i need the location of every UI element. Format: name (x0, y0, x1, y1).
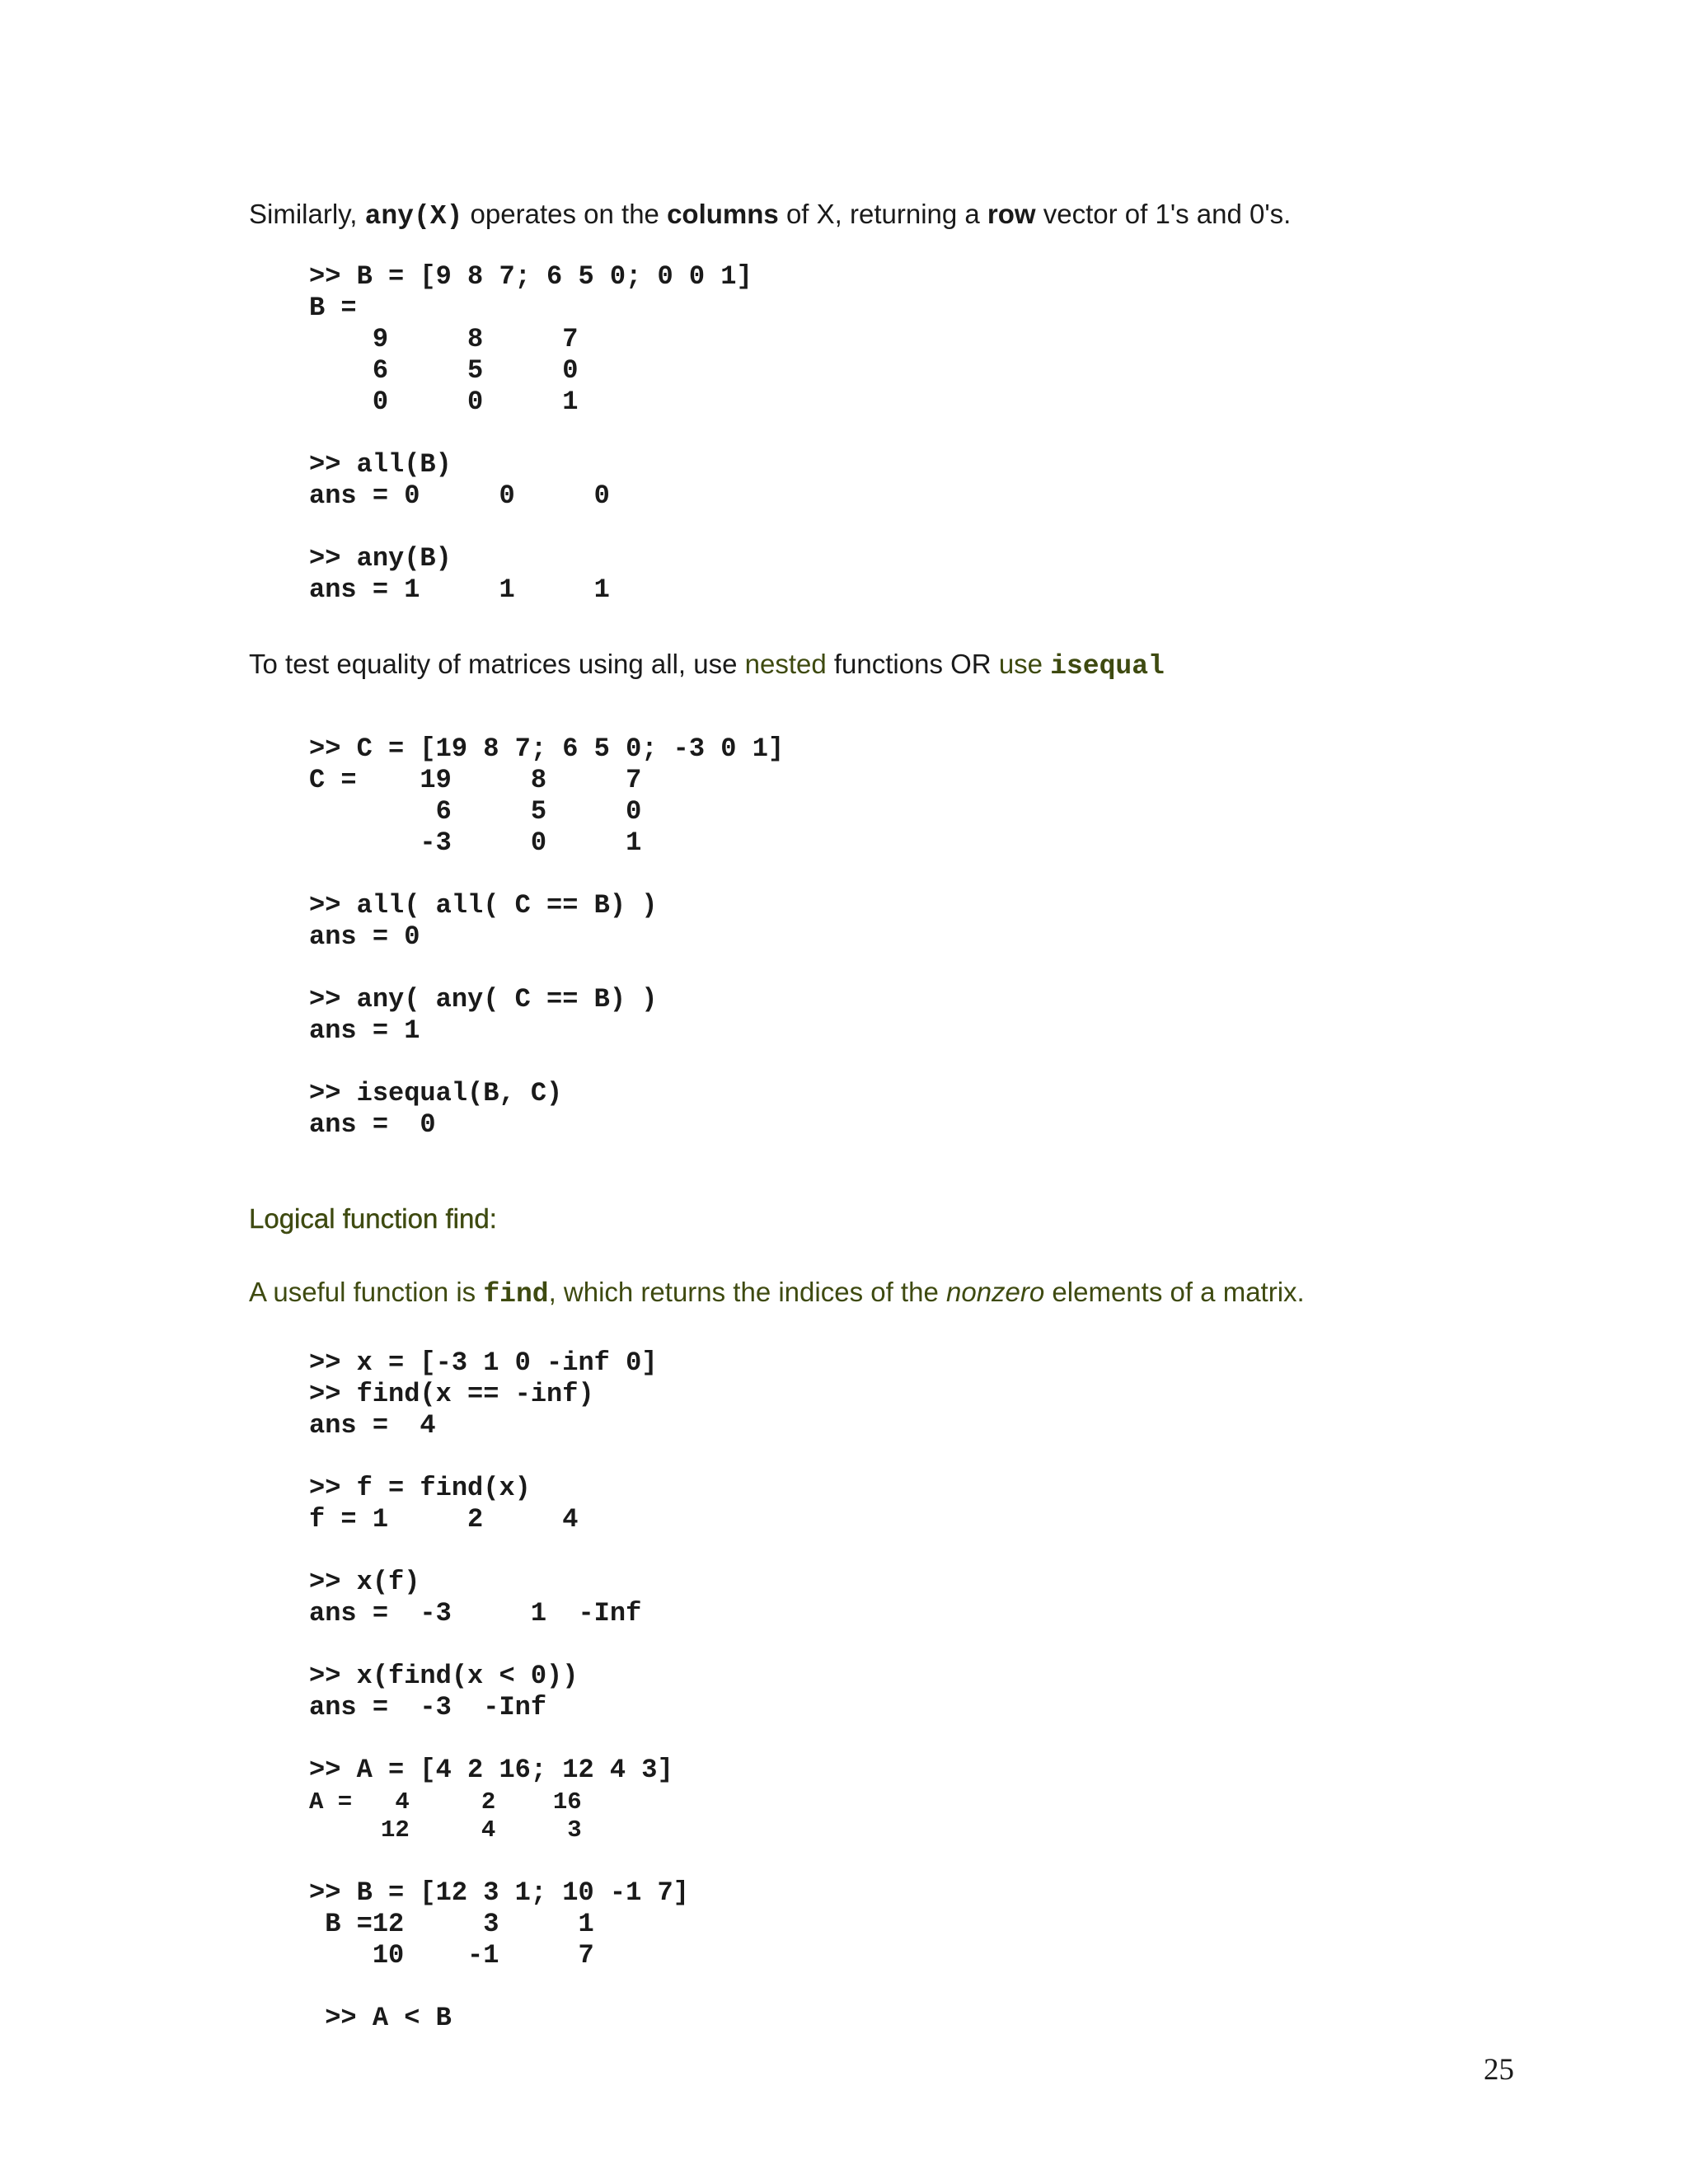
code-line: ans = 0 0 0 (309, 480, 610, 511)
code-block-3 (309, 1347, 673, 1786)
equality-paragraph (249, 648, 1165, 683)
code-line: >> any(B) (309, 543, 452, 574)
code-block-4 (309, 1788, 582, 1844)
code-line (309, 1047, 784, 1078)
code-line: ans = 0 (309, 1109, 436, 1140)
code-line: >> B = [9 8 7; 6 5 0; 0 0 1] (309, 261, 753, 292)
equality-text-1: To test equality of matrices using all, use (249, 649, 745, 679)
code-line (309, 1629, 673, 1661)
code-line (309, 1971, 689, 2003)
code-line: 9 8 7 (309, 324, 579, 354)
code-line: >> x = [-3 1 0 -inf 0] (309, 1347, 658, 1378)
code-line: A = 4 2 16 (309, 1788, 582, 1816)
code-line (309, 418, 753, 449)
code-line: >> A = [4 2 16; 12 4 3] (309, 1755, 673, 1785)
intro-text-1: Similarly, (249, 199, 365, 229)
code-line: 6 5 0 (309, 355, 579, 386)
equality-nested: nested (744, 649, 827, 679)
code-line (309, 1846, 689, 1877)
code-line: ans = 1 (309, 1015, 420, 1046)
code-line: >> find(x == -inf) (309, 1379, 594, 1409)
find-text-2: , which returns the indices of the (548, 1277, 946, 1307)
intro-paragraph (249, 198, 1291, 233)
code-line: >> f = find(x) (309, 1473, 531, 1503)
find-em-nonzero: nonzero (945, 1277, 1045, 1307)
code-line: 10 -1 7 (309, 1940, 594, 1971)
intro-code-any: any(X) (364, 201, 463, 232)
code-line: ans = 0 (309, 921, 420, 952)
intro-bold-row: row (987, 199, 1036, 229)
code-line (309, 1441, 673, 1473)
code-line: B = (309, 293, 357, 323)
code-line: -3 0 1 (309, 827, 642, 858)
intro-text-4: vector of 1's and 0's. (1035, 199, 1292, 229)
section-heading: Logical function find: (249, 1203, 497, 1234)
page-number: 25 (1484, 2053, 1514, 2087)
equality-text-2: functions OR (826, 649, 999, 679)
code-line (309, 1535, 673, 1567)
code-line: 0 0 1 (309, 387, 579, 417)
code-line: f = 1 2 4 (309, 1504, 579, 1535)
code-line: >> all(B) (309, 449, 452, 480)
equality-code-isequal: isequal (1050, 651, 1165, 682)
intro-text-3: of X, returning a (778, 199, 987, 229)
code-line: >> C = [19 8 7; 6 5 0; -3 0 1] (309, 733, 785, 764)
code-line: 6 5 0 (309, 796, 642, 827)
code-line: >> any( any( C == B) ) (309, 984, 658, 1015)
code-line: B =12 3 1 (309, 1909, 594, 1939)
code-line: >> A < B (309, 2003, 452, 2033)
code-line: >> B = [12 3 1; 10 -1 7] (309, 1877, 689, 1908)
code-line: ans = -3 1 -Inf (309, 1598, 642, 1629)
code-line (309, 859, 784, 890)
code-block-5 (309, 1846, 689, 2034)
code-line: ans = 1 1 1 (309, 574, 610, 605)
code-line: ans = -3 -Inf (309, 1692, 547, 1722)
intro-text-2: operates on the (462, 199, 668, 229)
code-line (309, 1723, 673, 1755)
code-line: C = 19 8 7 (309, 765, 642, 795)
find-text-1: A useful function is (249, 1277, 484, 1307)
code-line: ans = 4 (309, 1410, 436, 1441)
find-intro-paragraph (249, 1276, 1305, 1311)
code-line: >> x(f) (309, 1567, 420, 1597)
code-line: >> x(find(x < 0)) (309, 1661, 579, 1691)
code-block-2 (309, 733, 784, 1141)
code-line: 12 4 3 (309, 1816, 582, 1844)
intro-bold-columns: columns (667, 199, 779, 229)
code-line: >> isequal(B, C) (309, 1078, 563, 1108)
code-line (309, 953, 784, 984)
code-line: >> all( all( C == B) ) (309, 890, 658, 921)
find-text-3: elements of a matrix. (1044, 1277, 1305, 1307)
find-code: find (483, 1279, 549, 1310)
code-block-1 (309, 261, 753, 606)
equality-text-3: use (998, 649, 1051, 679)
code-line (309, 512, 753, 543)
